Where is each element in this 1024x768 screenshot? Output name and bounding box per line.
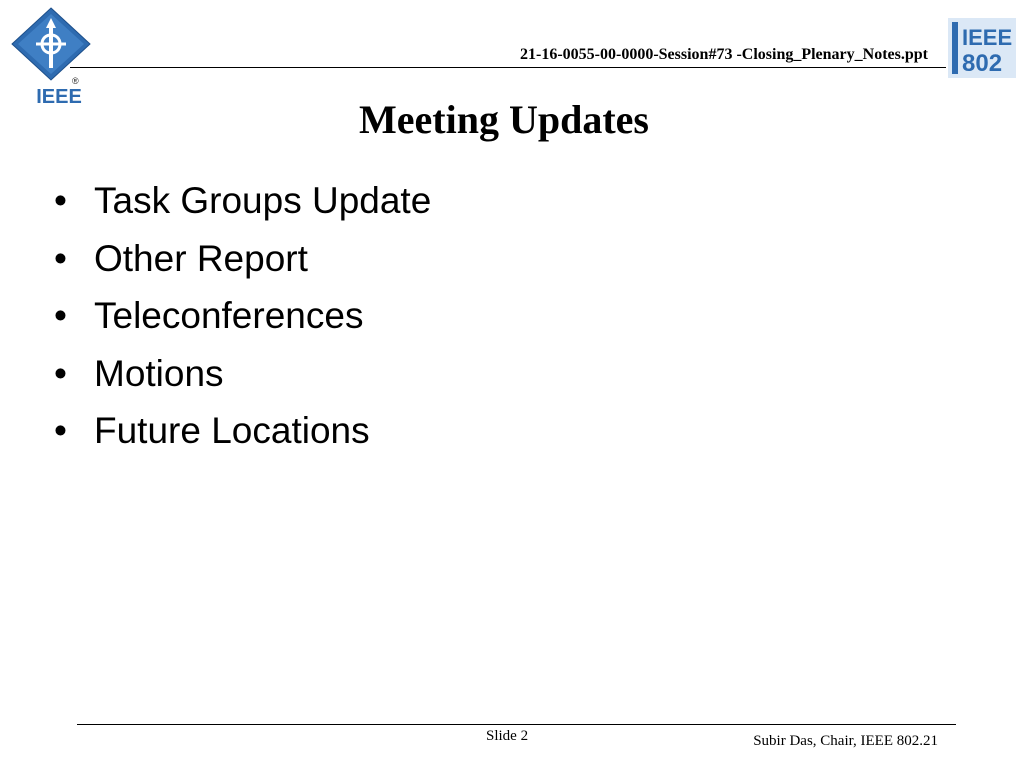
footer-divider xyxy=(77,724,956,725)
bullet-item xyxy=(52,293,431,351)
slide-number: Slide 2 xyxy=(486,728,529,744)
bullet-item xyxy=(52,408,431,466)
ieee-802-logo-icon xyxy=(948,18,1016,78)
header-divider xyxy=(70,67,946,68)
slide-title: Meeting Updates xyxy=(359,97,649,142)
ieee-diamond-logo-icon xyxy=(8,6,94,86)
bullet-dot: • xyxy=(54,352,67,394)
ieee-802-logo-line1: IEEE xyxy=(962,25,1013,50)
bullet-text: Motions xyxy=(94,352,224,394)
bullet-dot: • xyxy=(54,295,67,336)
footer-author: Subir Das, Chair, IEEE 802.21 xyxy=(753,733,938,749)
bullet-list xyxy=(52,178,431,466)
bullet-dot: • xyxy=(54,410,67,451)
bullet-item xyxy=(52,178,431,236)
bullet-dot: • xyxy=(54,237,67,279)
header-document-id: 21-16-0055-00-0000-Session#73 -Closing_Plenary_Notes.ppt xyxy=(520,46,928,63)
bullet-item xyxy=(52,351,431,409)
ieee-logo xyxy=(8,6,94,108)
bullet-text: Future Locations xyxy=(94,410,370,451)
bullet-text: Other Report xyxy=(94,237,308,279)
ieee-802-logo-line2: 802 xyxy=(962,50,1003,77)
bullet-text: Task Groups Update xyxy=(94,180,432,221)
bullet-item xyxy=(52,236,431,294)
bullet-dot: • xyxy=(54,180,67,221)
bullet-text: Teleconferences xyxy=(94,295,364,336)
registered-mark: ® xyxy=(72,76,79,86)
ieee-logo-text: IEEE xyxy=(36,86,82,108)
